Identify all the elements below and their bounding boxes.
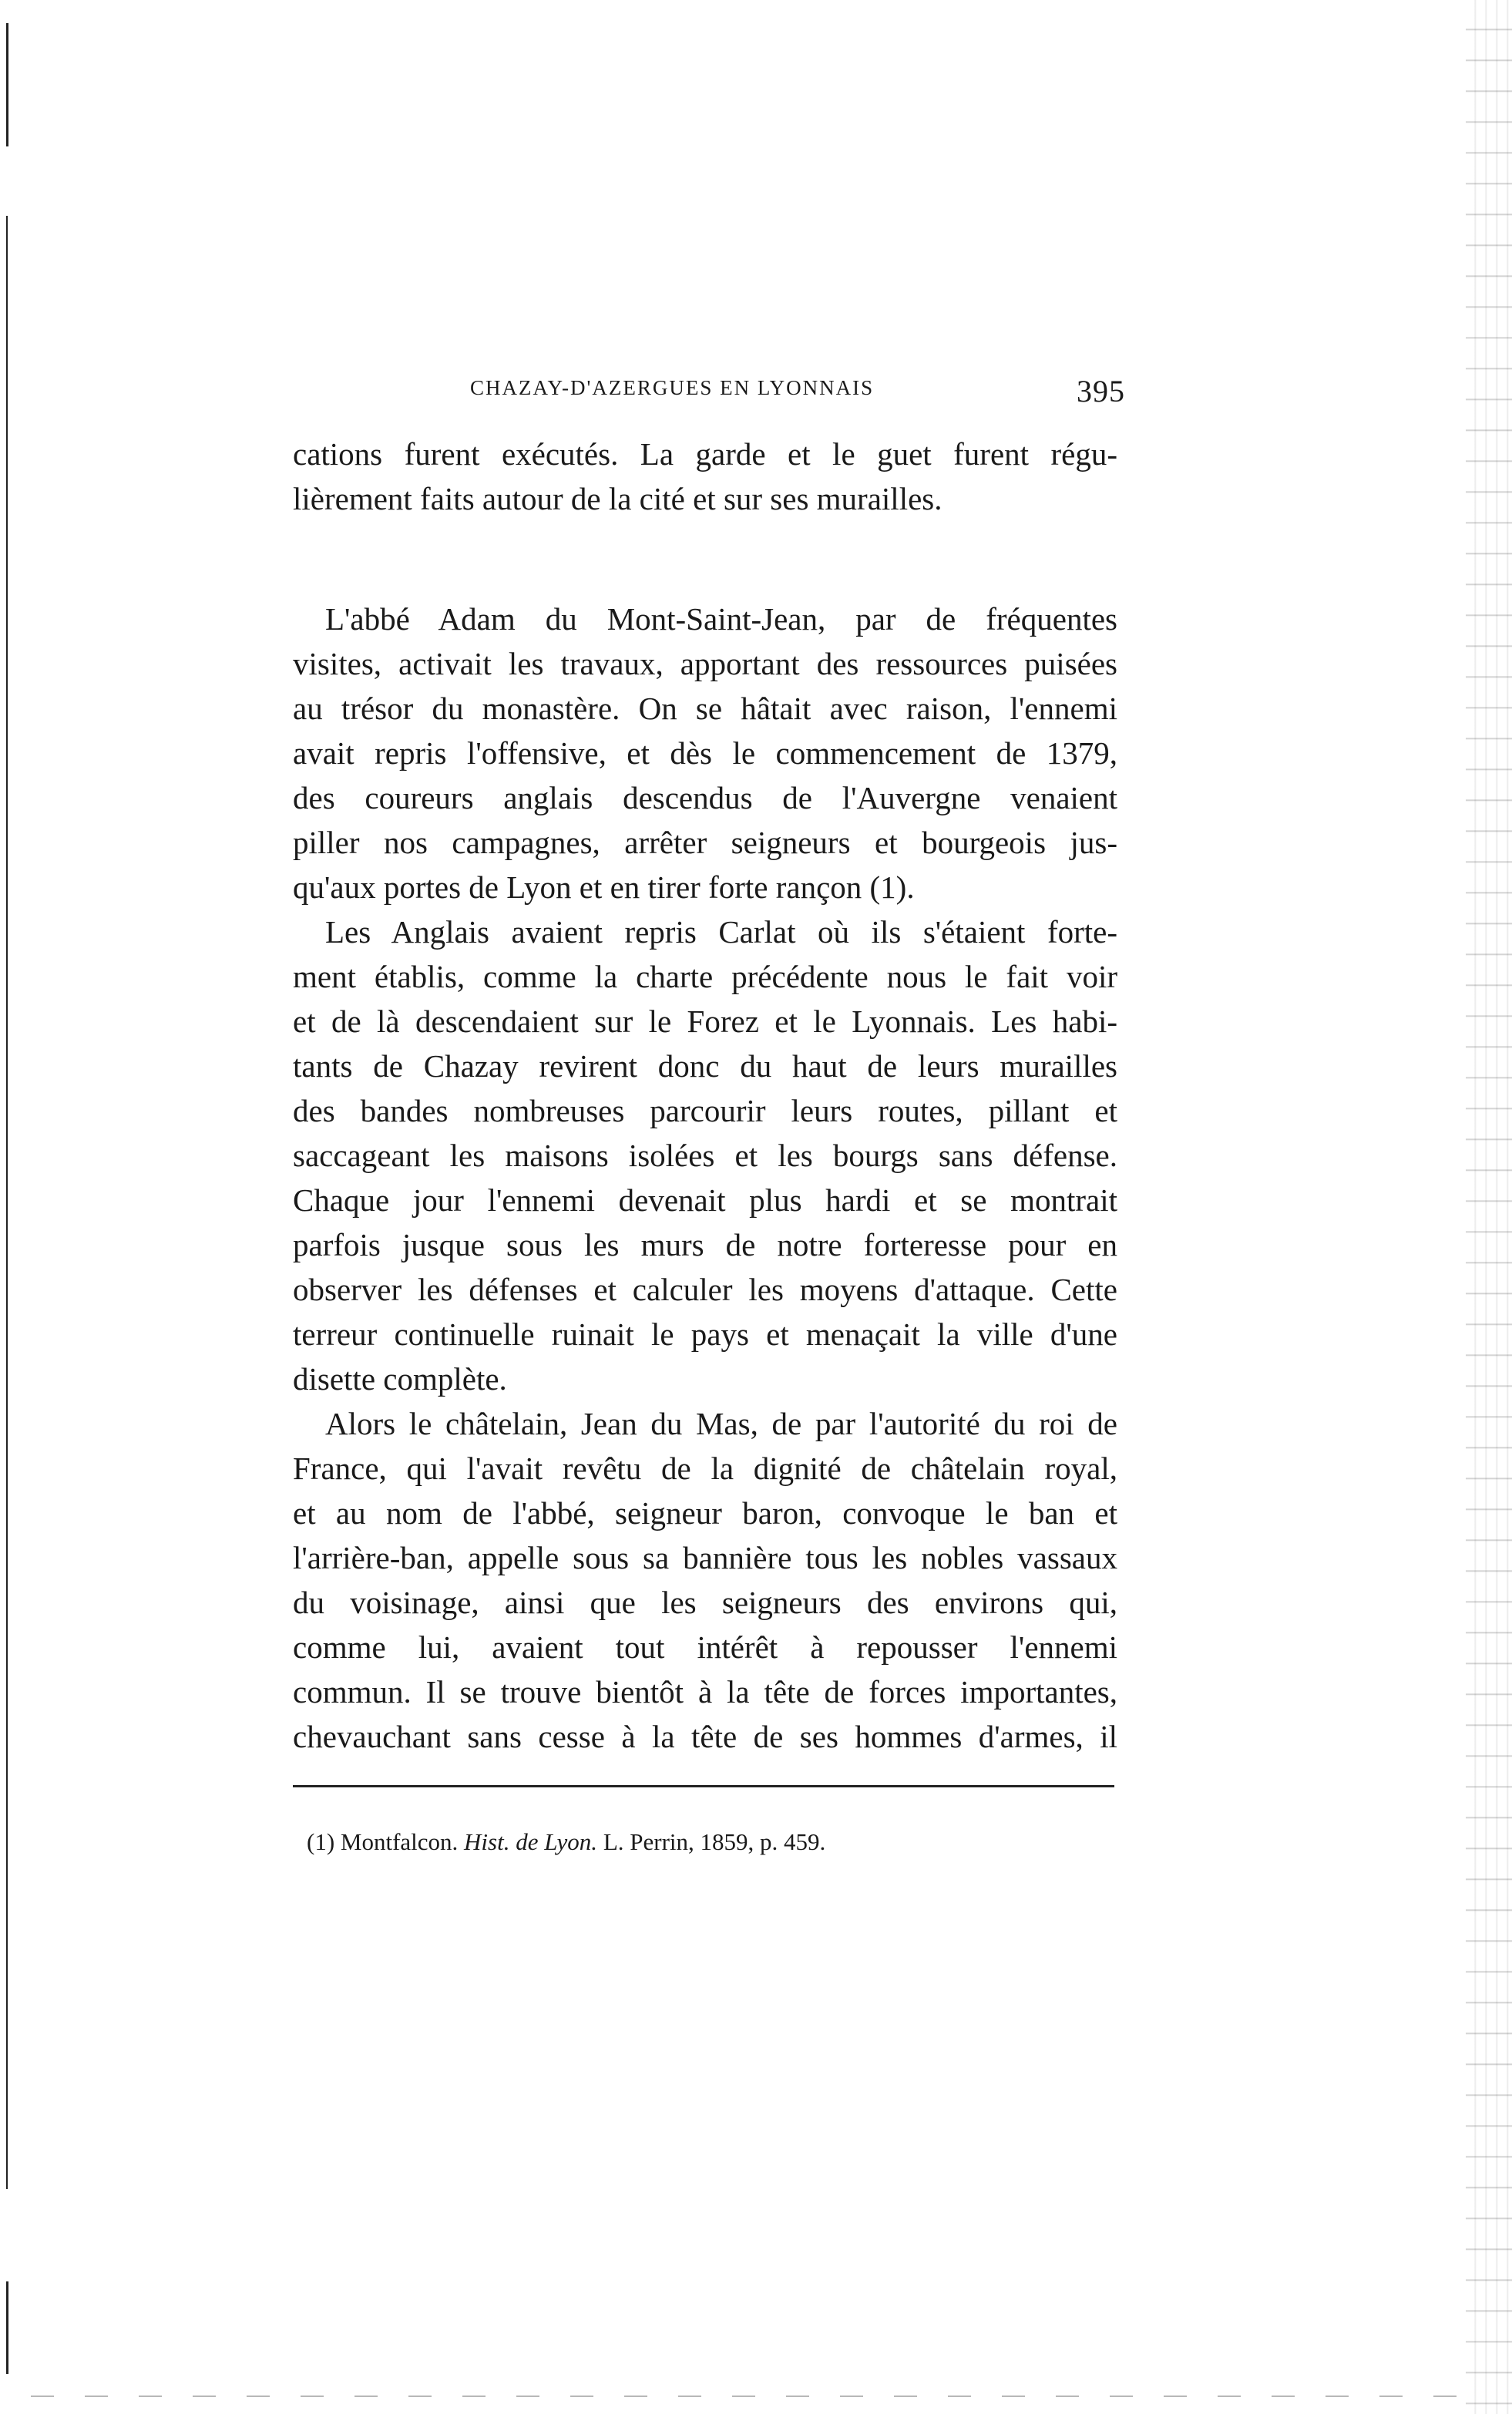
text-line: chevauchant sans cesse à la tête de ses hommes d'armes, il <box>293 1719 1117 1754</box>
running-title: CHAZAY-D'AZERGUES EN LYONNAIS <box>470 376 875 399</box>
paragraph-gap <box>293 521 1117 597</box>
scan-bottom-edge <box>31 2396 1480 2397</box>
text-line: du voisinage, ainsi que les seigneurs des environs qui, <box>293 1585 1117 1620</box>
text-line: Chaque jour l'ennemi devenait plus hardi et se montrait <box>293 1182 1117 1218</box>
footnote-title: Hist. de Lyon. <box>464 1828 598 1855</box>
scan-binding-edge <box>6 2281 8 2374</box>
text-line: et au nom de l'abbé, seigneur baron, convoque le ban et <box>293 1495 1117 1531</box>
page-number: 395 <box>1077 374 1125 408</box>
text-line: des bandes nombreuses parcourir leurs routes, pillant et <box>293 1093 1117 1128</box>
text-line: qu'aux portes de Lyon et en tirer forte rançon (1). <box>293 869 915 905</box>
scan-binding-edge <box>6 23 8 146</box>
text-line: avait repris l'offensive, et dès le commencement de 1379, <box>293 735 1117 771</box>
body-text <box>293 432 1117 1759</box>
text-line: lièrement faits autour de la cité et sur ses murailles. <box>293 481 942 516</box>
text-line: ment établis, comme la charte précédente nous le fait voir <box>293 959 1117 994</box>
text-line: observer les défenses et calculer les moyens d'attaque. Cette <box>293 1272 1117 1307</box>
scan-binding-edge <box>6 216 8 2189</box>
text-line: des coureurs anglais descendus de l'Auvergne venaient <box>293 780 1117 815</box>
footnote-author: Montfalcon. <box>340 1828 459 1855</box>
text-line: commun. Il se trouve bientôt à la tête de forces importantes, <box>293 1674 1117 1710</box>
text-line: L'abbé Adam du Mont-Saint-Jean, par de fréquentes <box>325 601 1117 637</box>
text-line: au trésor du monastère. On se hâtait avec raison, l'ennemi <box>293 691 1117 726</box>
text-line: saccageant les maisons isolées et les bourgs sans défense. <box>293 1138 1117 1173</box>
footnote-citation: L. Perrin, 1859, p. 459. <box>603 1828 826 1855</box>
running-head <box>293 376 1125 415</box>
text-line: l'arrière-ban, appelle sous sa bannière tous les nobles vassaux <box>293 1540 1117 1575</box>
text-line: visites, activait les travaux, apportant des ressources puisées <box>293 646 1117 681</box>
text-line: terreur continuelle ruinait le pays et menaçait la ville d'une <box>293 1316 1117 1352</box>
text-line: tants de Chazay revirent donc du haut de leurs murailles <box>293 1048 1117 1084</box>
footnote-marker: (1) <box>307 1828 335 1855</box>
scan-page-edge <box>1466 0 1512 2414</box>
text-line: parfois jusque sous les murs de notre forteresse pour en <box>293 1227 1117 1262</box>
text-line: Alors le châtelain, Jean du Mas, de par l'autorité du roi de <box>325 1406 1117 1441</box>
text-line: Les Anglais avaient repris Carlat où ils s'étaient forte- <box>325 914 1117 950</box>
text-line: et de là descendaient sur le Forez et le Lyonnais. Les habi- <box>293 1004 1117 1039</box>
text-line: piller nos campagnes, arrêter seigneurs et bourgeois jus- <box>293 825 1117 860</box>
text-line: comme lui, avaient tout intérêt à repousser l'ennemi <box>293 1629 1117 1665</box>
text-line: cations furent exécutés. La garde et le guet furent régu- <box>293 436 1117 472</box>
text-line: France, qui l'avait revêtu de la dignité de châtelain royal, <box>293 1451 1117 1486</box>
text-line: disette complète. <box>293 1361 507 1397</box>
footnote-rule <box>293 1785 1114 1787</box>
footnote <box>307 1827 825 1858</box>
